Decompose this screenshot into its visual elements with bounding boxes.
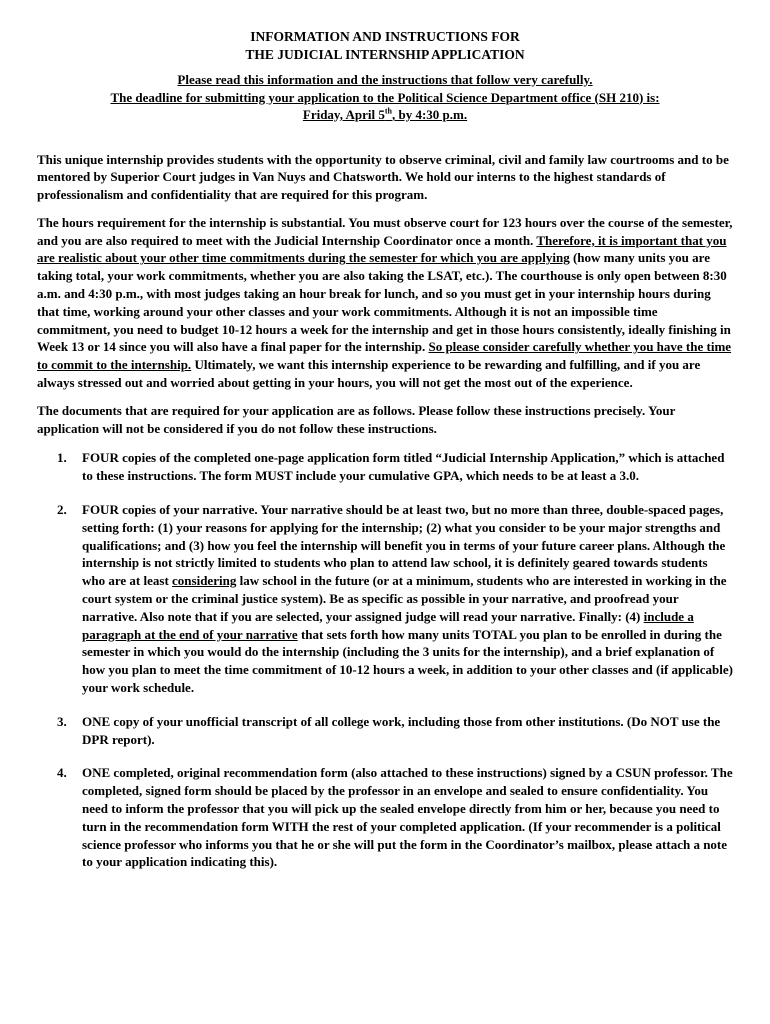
document-page — [37, 28, 733, 887]
documents-paragraph: The documents that are required for your application are as follows. Please follow these instructions precisely. Your application will not be considered if you do not follow these instructions. — [37, 402, 676, 436]
time-commitments-emphasis: Therefore, it is important that you are realistic about your other time commitments during the semester for which you are applying — [37, 232, 727, 266]
title-line-2: THE JUDICIAL INTERNSHIP APPLICATION — [245, 46, 525, 62]
commit-emphasis: So please consider carefully whether you have the time to commit to the internship. — [37, 339, 732, 373]
deadline-date: Friday, April 5th, by 4:30 p.m. — [302, 106, 468, 122]
notice-line-1: Please read this information and the instructions that follow very carefully. — [177, 72, 593, 87]
hours-paragraph: The hours requirement for the internship is substantial. You must observe court for 123 hours over the course of the semester, and you are also required to meet with the Judicial Internship Coordinator once a month. Therefore, it is important that you are realistic about your other time commitments during the semester for which you are applying (how many units you are taking total, your work commitments, whether you are also taking the LSAT, etc.). The courthouse is only open between 8:30 a.m. and 4:30 p.m., with most judges taking an hour break for lunch, and so you must get in your internship hours during that time, working around your other classes and your work commitments. Although it is not an impossible time commitment, you need to budget 10-12 hours a week for the internship and get in those hours consistently, ideally finishing in Week 13 or 14 since you will also have a final paper for the internship. So please consider carefully whether you have the time to commit to the internship. Ultimately, we want this internship experience to be rewarding and fulfilling, and if you are always stressed out and worried about getting in your hours, you will not get the most out of the experience. — [37, 214, 733, 391]
deadline-notice — [37, 71, 733, 124]
list-item: 1. FOUR copies of the completed one-page application form titled “Judicial Internship Application,” which is attached to these instructions. The form MUST include your cumulative GPA, which needs to be at least a 3.0. — [57, 450, 725, 484]
notice-line-2: The deadline for submitting your application to the Political Science Department office (SH 210) is: — [110, 89, 660, 105]
title-line-1: INFORMATION AND INSTRUCTIONS FOR — [250, 29, 520, 44]
list-item: 4. ONE completed, original recommendation form (also attached to these instructions) signed by a CSUN professor. The completed, signed form should be placed by the professor in an envelope and sealed to ensure confidentiality. You need to inform the professor that you will pick up the sealed envelope directly from him or her, because you need to turn in the recommendation form WITH the rest of your completed application. (If your recommender is a political science professor who informs you that he or she will put the form in the Coordinator’s mailbox, please attach a note to your application indicating this). — [57, 765, 733, 870]
page-title — [37, 28, 733, 63]
list-item: 3. ONE copy of your unofficial transcript of all college work, including those from other institutions. (Do NOT use the DPR report). — [57, 713, 721, 747]
list-item: 2. FOUR copies of your narrative. Your narrative should be at least two, but no more than three, double-spaced pages, setting forth: (1) your reasons for applying for the internship; (2) what you consider to be your major strengths and qualifications; and (3) how you feel the internship will benefit you in terms of your future career plans. Although the internship is not strictly limited to students who plan to attend law school, it is definitely geared towards students who are at least considering law school in the future (or at a minimum, students who are interested in working in the court system or the criminal justice system). Be as specific as possible in your narrative, and proofread your narrative. Also note that if you are selected, your assigned judge will read your narrative. Finally: (4) include a paragraph at the end of your narrative that sets forth how many units TOTAL you plan to be enrolled in during the semester in which you would do the internship (including the 3 units for the internship), and a brief explanation of how you plan to meet the time commitment of 10-12 hours a week, in addition to your other classes and (if applicable) your work schedule. — [57, 502, 733, 696]
requirements-list — [37, 449, 733, 871]
intro-paragraph: This unique internship provides students with the opportunity to observe criminal, civil and family law courtrooms and to be mentored by Superior Court judges in Van Nuys and Chatsworth. We hold our interns to the highest standards of professionalism and confidentiality that are required for this program. — [37, 151, 729, 203]
